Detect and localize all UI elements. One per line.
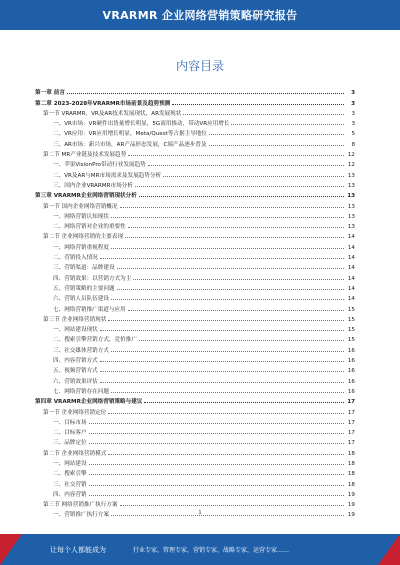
toc-leader-dots [100,371,344,372]
toc-entry-page: 12 [347,162,355,169]
toc-leader-dots [108,454,344,455]
toc-entry-page: 13 [347,172,355,179]
toc-entry-page: 18 [347,471,355,478]
toc-entry[interactable] [35,96,355,106]
toc-leader-dots [111,248,344,249]
toc-entry-page: 14 [347,265,355,272]
toc-entry-page: 3 [351,100,355,107]
toc-leader-dots [117,289,344,290]
toc-entry[interactable] [35,210,355,220]
toc-entry[interactable] [35,251,355,261]
toc-entry[interactable] [35,158,355,168]
toc-entry[interactable] [35,302,355,312]
toc-entry-page: 14 [347,275,355,282]
toc-leader-dots [67,93,344,94]
toc-entry[interactable] [35,426,355,436]
toc-entry[interactable] [35,364,355,374]
toc-entry[interactable] [35,467,355,477]
toc-entry-page: 14 [347,255,355,262]
toc-entry-page: 13 [347,182,355,189]
toc-leader-dots [89,495,344,496]
toc-entry-label: 三、社交营销 [53,481,87,488]
toc-entry-page: 19 [347,512,355,519]
toc-leader-dots [133,279,344,280]
toc-entry-page: 5 [351,131,355,138]
toc-entry-label: 五、营销策略的主要问题 [53,285,115,292]
toc-entry[interactable] [35,127,355,137]
toc-entry-page: 12 [347,152,355,159]
toc-entry-label: 第一节 国内企业网络营销概况 [43,203,118,210]
toc-leader-dots [89,464,344,465]
toc-entry-page: 18 [347,450,355,457]
toc-leader-dots [89,423,344,424]
toc-entry-page: 17 [347,419,355,426]
toc-entry[interactable] [35,498,355,508]
toc-entry[interactable] [35,374,355,384]
toc-entry[interactable] [35,199,355,209]
toc-leader-dots [209,134,344,135]
toc-entry-label: 六、营销人员队伍建设 [53,296,109,303]
toc-entry-page: 14 [347,296,355,303]
toc-entry-label: 五、视频营销方式 [53,368,98,375]
toc-entry[interactable] [35,220,355,230]
toc-entry-label: 七、网络营销推广渠道与应用 [53,306,126,313]
toc-entry-page: 3 [351,90,355,97]
toc-leader-dots [108,413,344,414]
toc-leader-dots [209,145,344,146]
toc-entry-page: 16 [347,358,355,365]
toc-leader-dots [117,268,344,269]
toc-leader-dots [139,340,344,341]
toc-entry[interactable] [35,240,355,250]
toc-entry-label: 第四章 VRARMR企业网络营销策略与建议 [35,399,143,406]
toc-entry-page: 18 [347,460,355,467]
toc-entry[interactable] [35,488,355,498]
toc-entry-label: 第二节 企业网络营销的主要表现 [43,234,124,241]
toc-entry-label: 四、内容营销方式 [53,358,98,365]
toc-entry-page: 14 [347,234,355,241]
toc-leader-dots [120,207,345,208]
toc-entry[interactable] [35,323,355,333]
toc-entry-label: 三、AR市场：新兴市场，AR产品形态发展，C端产品逐步普及 [53,141,207,148]
toc-leader-dots [111,351,344,352]
toc-entry-label: 六、营销效果评估 [53,378,98,385]
footer-tagline: 行业专家，管理专家，营销专家，战略专家，运营专家…… [133,547,290,554]
toc-entry-label: 一、网站建设现状 [53,327,98,334]
toc-entry-label: 第二节 MR产业链及技术发展趋势 [43,152,127,159]
toc-entry[interactable] [35,137,355,147]
toc-entry-page: 15 [347,337,355,344]
toc-entry[interactable] [35,168,355,178]
toc-entry[interactable] [35,385,355,395]
toc-entry-label: 一、苹果VisionPro带动行业发展趋势 [53,162,146,169]
toc-entry-label: 二、搜索引擎 [53,471,87,478]
toc-entry-page: 15 [347,306,355,313]
toc-entry-label: 一、网络营销重视程度 [53,244,109,251]
toc-entry-label: 三、营销渠道：品牌建设 [53,265,115,272]
toc-entry[interactable] [35,333,355,343]
toc-entry[interactable] [35,343,355,353]
toc-entry-label: 三、品牌定位 [53,440,87,447]
toc-leader-dots [111,299,344,300]
toc-entry-page: 13 [347,213,355,220]
toc-leader-dots [231,124,344,125]
toc-entry[interactable] [35,395,355,405]
toc-entry[interactable] [35,107,355,117]
toc-entry[interactable] [35,416,355,426]
toc-entry-label: 四、内容营销 [53,491,87,498]
toc-leader-dots [108,320,344,321]
page-number: 1 [198,510,202,516]
toc-entry-label: 一、网站建设 [53,460,87,467]
toc-entry[interactable] [35,446,355,456]
table-of-contents [35,86,355,518]
toc-entry-page: 16 [347,347,355,354]
footer-slogan: 让每个人都能成为 [50,546,106,554]
toc-leader-dots [144,402,344,403]
toc-entry[interactable] [35,405,355,415]
toc-entry-label: 第一章 前言 [35,90,65,97]
report-title: VRARMR 企业网络营销策略研究报告 [102,9,298,22]
toc-entry[interactable] [35,354,355,364]
toc-entry-label: 二、搜索引擎营销方式，竞价推广 [53,337,137,344]
toc-entry[interactable] [35,292,355,302]
toc-entry-page: 16 [347,378,355,385]
header-bar [0,0,400,30]
toc-entry-page: 17 [347,430,355,437]
toc-entry-label: 第二章 2023-2028年VRARMR市场前景及趋势预测 [35,100,171,107]
footer-red-accent-right [378,534,400,565]
toc-entry-label: 三、国内企业VRARMR市场分析 [53,182,133,189]
toc-entry-page: 13 [347,203,355,210]
toc-entry[interactable] [35,261,355,271]
toc-entry-label: 二、VR及AR与MR市场需求及发展趋势分析 [53,172,162,179]
toc-entry-label: 二、目标客户 [53,430,87,437]
toc-entry[interactable] [35,313,355,323]
toc-heading: 内容目录 [175,59,224,73]
toc-leader-dots [111,217,344,218]
toc-entry-label: 一、目标市场 [53,419,87,426]
toc-leader-dots [125,237,344,238]
toc-entry-label: 一、网络营销认知现状 [53,213,109,220]
toc-leader-dots [139,196,344,197]
toc-entry-page: 13 [347,224,355,231]
toc-entry[interactable] [35,457,355,467]
toc-entry[interactable] [35,179,355,189]
toc-leader-dots [172,104,344,105]
toc-leader-dots [100,382,344,383]
toc-entry-label: 第三节 网络营销推广执行方案 [43,502,118,509]
toc-entry-page: 15 [347,316,355,323]
toc-entry-label: 一、VR市场：VR硬件出货量增长明显，5G商用推动，带动VR应用增长 [53,121,230,128]
toc-entry-page: 16 [347,368,355,375]
toc-entry-page: 13 [347,193,355,200]
toc-entry[interactable] [35,86,355,96]
toc-leader-dots [89,485,344,486]
toc-leader-dots [128,155,344,156]
toc-entry-page: 8 [351,141,355,148]
toc-entry[interactable] [35,230,355,240]
toc-entry-label: 二、营销投入情况 [53,255,98,262]
toc-entry-label: 第一节 企业网络营销定位 [43,409,107,416]
toc-entry-label: 三、社交媒体营销方式 [53,347,109,354]
toc-entry[interactable] [35,117,355,127]
toc-leader-dots [89,433,344,434]
toc-leader-dots [135,186,344,187]
toc-entry-page: 17 [347,440,355,447]
toc-leader-dots [120,505,345,506]
toc-entry[interactable] [35,189,355,199]
toc-entry[interactable] [35,271,355,281]
toc-entry-label: 二、网络营销对企业的重要性 [53,224,126,231]
toc-leader-dots [100,361,344,362]
toc-entry[interactable] [35,148,355,158]
toc-entry-label: 第三章 VRARMR企业网络营销现状分析 [35,193,137,200]
toc-entry-page: 3 [351,110,355,117]
toc-entry-page: 17 [347,399,355,406]
toc-leader-dots [100,258,344,259]
toc-entry-page: 18 [347,481,355,488]
toc-leader-dots [100,330,344,331]
toc-entry-label: 第一节 VRARMR，VR及AR技术发展现状，AR发展现状 [43,110,182,117]
toc-entry-label: 第二节 企业网络营销模式 [43,450,107,457]
toc-entry-page: 16 [347,388,355,395]
toc-leader-dots [148,165,344,166]
toc-leader-dots [89,474,344,475]
toc-leader-dots [111,392,344,393]
toc-leader-dots [89,443,344,444]
toc-entry-page: 19 [347,502,355,509]
toc-entry-page: 15 [347,327,355,334]
toc-entry-label: 二、VR应用：VR应用增长明显，Meta/Quest等占据主导地位 [53,131,207,138]
toc-entry-page: 14 [347,244,355,251]
toc-entry-label: 一、营销推广执行方案 [53,512,109,519]
toc-entry-label: 第三节 企业网络营销现状 [43,316,107,323]
toc-leader-dots [183,114,344,115]
toc-leader-dots [128,310,344,311]
footer-red-accent-left [0,534,22,565]
toc-entry-page: 3 [351,121,355,128]
toc-entry[interactable] [35,282,355,292]
toc-leader-dots [163,176,344,177]
toc-entry[interactable] [35,477,355,487]
toc-entry-page: 17 [347,409,355,416]
toc-leader-dots [128,227,344,228]
toc-entry-page: 19 [347,491,355,498]
toc-entry-page: 14 [347,285,355,292]
toc-entry-label: 四、营销效果：以营销方式为主 [53,275,132,282]
toc-entry[interactable] [35,436,355,446]
toc-entry-label: 七、网络营销存在问题 [53,388,109,395]
